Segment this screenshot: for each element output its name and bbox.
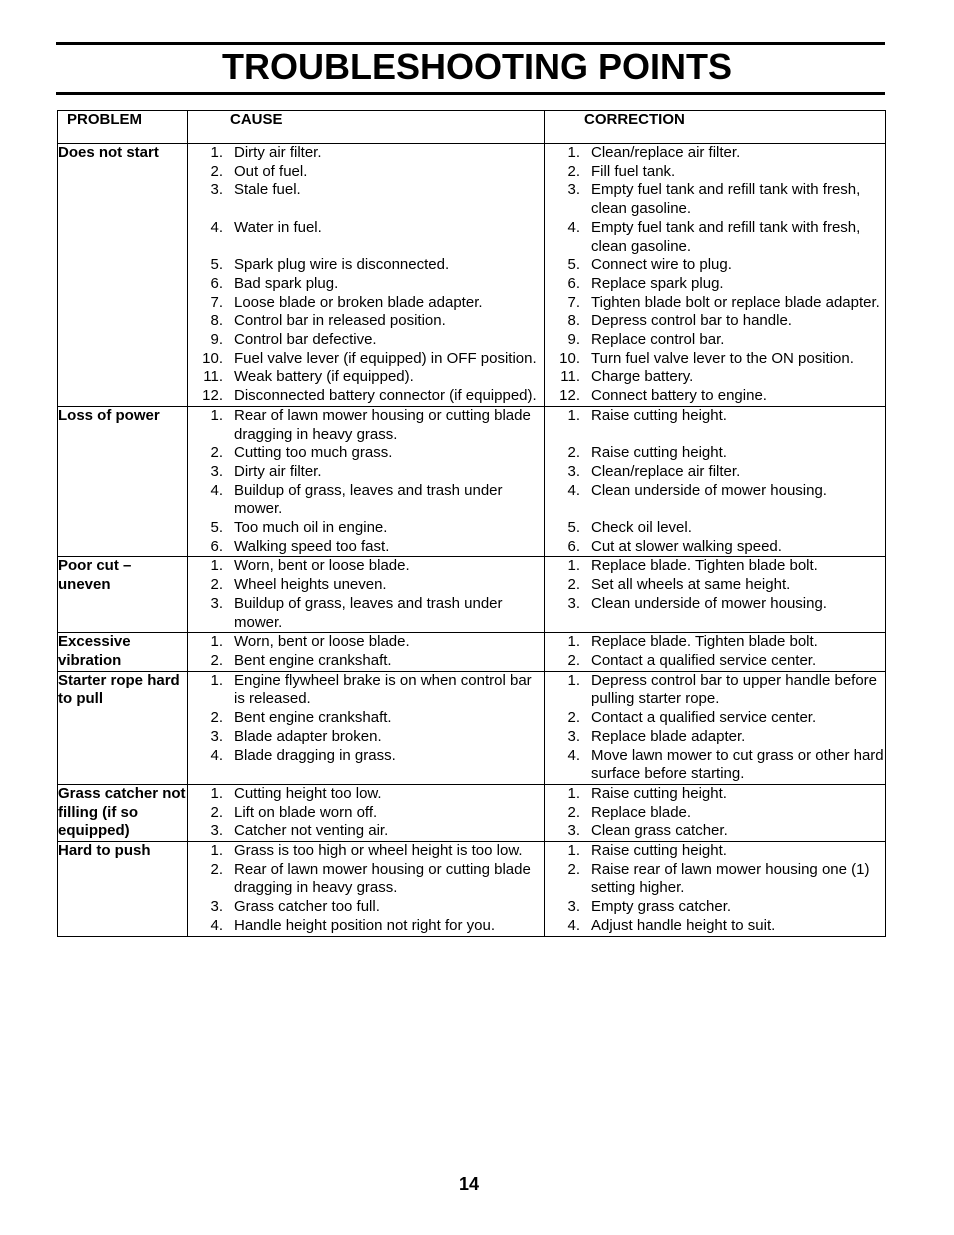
correction-item-number: 2. (567, 162, 580, 180)
correction-item (545, 538, 885, 557)
cause-item-number: 1. (210, 144, 223, 161)
cause-item-text: Bad spark plug. (234, 274, 339, 292)
table-row (58, 842, 886, 937)
cause-item (188, 842, 544, 861)
cause-cell (188, 557, 545, 633)
table-row (58, 784, 886, 841)
cause-item (188, 672, 544, 709)
correction-item-text: Raise cutting height. (591, 406, 727, 424)
cause-item-number: 3. (210, 594, 223, 612)
correction-item-number: 12. (559, 387, 580, 405)
cause-item-number: 2. (210, 651, 223, 669)
cause-item-text: Wheel heights uneven. (234, 576, 387, 594)
cause-item (188, 747, 544, 766)
correction-item (545, 163, 885, 182)
correction-item-number: 5. (567, 519, 580, 537)
cause-item-text: Grass is too high or wheel height is too low. (234, 842, 523, 860)
spacer (188, 200, 544, 219)
cause-cell (188, 671, 545, 784)
troubleshooting-table (57, 110, 886, 937)
cause-item-text: Engine flywheel brake is on when control bar is released. (234, 671, 532, 708)
cause-item-number: 4. (210, 916, 223, 934)
correction-item (545, 368, 885, 387)
correction-item-number: 3. (567, 898, 580, 916)
problem-cell: Excessive vibration (58, 633, 188, 671)
cause-item-number: 2. (210, 803, 223, 821)
correction-item-number: 6. (567, 274, 580, 292)
correction-item-number: 1. (567, 557, 580, 575)
cause-item (188, 368, 544, 387)
cause-item (188, 331, 544, 350)
cause-item-text: Control bar in released position. (234, 312, 446, 330)
correction-item (545, 804, 885, 823)
correction-item (545, 256, 885, 275)
cause-item-number: 1. (210, 671, 223, 689)
correction-item-number: 1. (567, 406, 580, 424)
cause-item-text: Dirty air filter. (234, 462, 322, 480)
cause-item-text: Grass catcher too full. (234, 898, 380, 916)
cause-item-number: 3. (210, 181, 223, 199)
correction-item-number: 4. (567, 481, 580, 499)
cause-item-text: Out of fuel. (234, 162, 308, 180)
problem-cell: Grass catcher not filling (if so equipped) (58, 784, 188, 841)
cause-item-number: 10. (202, 349, 223, 367)
correction-item-text: Clean underside of mower housing. (591, 481, 827, 499)
cause-item-text: Bent engine crankshaft. (234, 651, 392, 669)
correction-item (545, 387, 885, 406)
correction-item-text: Clean/replace air filter. (591, 144, 741, 161)
spacer (545, 500, 885, 519)
correction-item (545, 595, 885, 614)
cause-item-number: 2. (210, 709, 223, 727)
correction-item-text: Clean/replace air filter. (591, 462, 741, 480)
cause-item-number: 6. (210, 537, 223, 555)
correction-item (545, 312, 885, 331)
cause-item-number: 4. (210, 218, 223, 236)
correction-item-number: 3. (567, 727, 580, 745)
correction-item-number: 2. (567, 651, 580, 669)
correction-item-text: Turn fuel valve lever to the ON position. (591, 349, 854, 367)
cause-item-number: 4. (210, 746, 223, 764)
correction-item-number: 2. (567, 803, 580, 821)
correction-item-number: 3. (567, 594, 580, 612)
cause-item (188, 407, 544, 444)
correction-cell (545, 784, 886, 841)
correction-cell (545, 842, 886, 937)
spacer (188, 238, 544, 257)
page-number: 14 (458, 1174, 480, 1194)
correction-item (545, 822, 885, 841)
cause-item-text: Dirty air filter. (234, 144, 322, 161)
cause-item-number: 7. (210, 293, 223, 311)
cause-item (188, 861, 544, 898)
table-body (58, 144, 886, 937)
header-problem: PROBLEM (58, 111, 188, 144)
cause-cell (188, 633, 545, 671)
correction-item-text: Replace control bar. (591, 331, 725, 349)
correction-item (545, 219, 885, 256)
correction-item-text: Connect wire to plug. (591, 256, 732, 274)
correction-item (545, 709, 885, 728)
cause-item (188, 219, 544, 238)
page-title: TROUBLESHOOTING POINTS (221, 46, 732, 87)
correction-item (545, 407, 885, 426)
cause-item-text: Walking speed too fast. (234, 537, 390, 555)
problem-cell: Does not start (58, 144, 188, 407)
correction-item-text: Replace blade. (591, 803, 692, 821)
cause-item (188, 633, 544, 652)
cause-item-number: 3. (210, 822, 223, 840)
cause-item-text: Catcher not venting air. (234, 822, 389, 840)
cause-item (188, 785, 544, 804)
cause-item-text: Loose blade or broken blade adapter. (234, 293, 483, 311)
correction-item-number: 2. (567, 709, 580, 727)
correction-item-text: Adjust handle height to suit. (591, 916, 776, 934)
correction-item (545, 144, 885, 163)
correction-item (545, 652, 885, 671)
correction-item-text: Raise rear of lawn mower housing one (1) setting higher. (591, 860, 870, 897)
correction-item-number: 9. (567, 331, 580, 349)
cause-item (188, 312, 544, 331)
correction-item-text: Replace blade. Tighten blade bolt. (591, 557, 818, 575)
correction-item-text: Replace blade. Tighten blade bolt. (591, 633, 818, 651)
correction-item-text: Replace spark plug. (591, 274, 724, 292)
cause-item (188, 144, 544, 163)
correction-item (545, 672, 885, 709)
cause-item-number: 4. (210, 481, 223, 499)
correction-item-text: Replace blade adapter. (591, 727, 746, 745)
cause-item (188, 576, 544, 595)
correction-item-text: Contact a qualified service center. (591, 651, 817, 669)
cause-item (188, 387, 544, 406)
correction-item-text: Connect battery to engine. (591, 387, 767, 405)
problem-cell: Hard to push (58, 842, 188, 937)
cause-item (188, 898, 544, 917)
spacer (545, 426, 885, 445)
correction-cell (545, 557, 886, 633)
correction-item-number: 10. (559, 349, 580, 367)
cause-cell (188, 144, 545, 407)
cause-item-number: 1. (210, 557, 223, 575)
correction-item (545, 898, 885, 917)
correction-item-text: Check oil level. (591, 519, 692, 537)
correction-item-number: 2. (567, 576, 580, 594)
cause-item (188, 519, 544, 538)
problem-cell: Starter rope hard to pull (58, 671, 188, 784)
cause-item-number: 1. (210, 633, 223, 651)
cause-item (188, 181, 544, 200)
correction-item-number: 1. (567, 671, 580, 689)
cause-item-number: 8. (210, 312, 223, 330)
table-row (58, 406, 886, 557)
table-row (58, 633, 886, 671)
cause-item-text: Spark plug wire is disconnected. (234, 256, 450, 274)
cause-item-text: Worn, bent or loose blade. (234, 633, 410, 651)
correction-item-number: 4. (567, 218, 580, 236)
correction-item (545, 785, 885, 804)
cause-item-text: Fuel valve lever (if equipped) in OFF position. (234, 349, 537, 367)
cause-item-number: 1. (210, 784, 223, 802)
cause-item-number: 3. (210, 462, 223, 480)
cause-item-number: 2. (210, 860, 223, 878)
cause-item-text: Buildup of grass, leaves and trash under mower. (234, 594, 503, 631)
correction-item-number: 6. (567, 537, 580, 555)
correction-item (545, 557, 885, 576)
correction-item (545, 747, 885, 784)
cause-item (188, 482, 544, 519)
cause-item-number: 6. (210, 274, 223, 292)
correction-item-number: 4. (567, 746, 580, 764)
cause-item-text: Buildup of grass, leaves and trash under mower. (234, 481, 503, 518)
correction-item-number: 11. (560, 368, 580, 386)
correction-item-text: Raise cutting height. (591, 784, 727, 802)
cause-item-text: Weak battery (if equipped). (234, 368, 414, 386)
correction-item-number: 3. (567, 822, 580, 840)
cause-cell (188, 784, 545, 841)
cause-item-text: Rear of lawn mower housing or cutting blade dragging in heavy grass. (234, 406, 531, 443)
cause-item (188, 350, 544, 369)
correction-item-number: 1. (567, 842, 580, 860)
cause-item-number: 11. (203, 368, 223, 386)
cause-item-number: 2. (210, 576, 223, 594)
correction-item-number: 1. (567, 144, 580, 161)
cause-item (188, 652, 544, 671)
cause-item-number: 5. (210, 256, 223, 274)
cause-item-text: Too much oil in engine. (234, 519, 388, 537)
correction-item (545, 917, 885, 936)
correction-item-text: Empty fuel tank and refill tank with fresh, clean gasoline. (591, 218, 861, 255)
correction-cell (545, 671, 886, 784)
correction-item-number: 7. (567, 293, 580, 311)
correction-item-number: 3. (567, 462, 580, 480)
correction-item-number: 1. (567, 633, 580, 651)
correction-item (545, 275, 885, 294)
cause-item-text: Control bar defective. (234, 331, 377, 348)
correction-item (545, 350, 885, 369)
cause-item (188, 917, 544, 936)
cause-item-text: Stale fuel. (234, 181, 301, 199)
table-row (58, 144, 886, 407)
correction-item (545, 331, 885, 350)
cause-cell (188, 406, 545, 557)
correction-item-text: Charge battery. (591, 368, 694, 386)
table-header-row (58, 111, 886, 144)
cause-item-text: Water in fuel. (234, 218, 322, 236)
correction-item-text: Contact a qualified service center. (591, 709, 817, 727)
correction-item (545, 463, 885, 482)
cause-item (188, 275, 544, 294)
cause-item-number: 2. (210, 444, 223, 462)
cause-item-number: 1. (210, 842, 223, 860)
bottom-rule (56, 92, 885, 95)
correction-item-number: 1. (567, 784, 580, 802)
correction-item-text: Fill fuel tank. (591, 162, 676, 180)
problem-cell: Poor cut – uneven (58, 557, 188, 633)
correction-item-text: Depress control bar to handle. (591, 312, 792, 330)
cause-item-number: 1. (210, 406, 223, 424)
cause-item (188, 444, 544, 463)
cause-item-text: Bent engine crankshaft. (234, 709, 392, 727)
cause-item (188, 463, 544, 482)
cause-item-text: Rear of lawn mower housing or cutting blade dragging in heavy grass. (234, 860, 531, 897)
correction-item-text: Tighten blade bolt or replace blade adapter. (591, 293, 880, 311)
correction-item-number: 8. (567, 312, 580, 330)
correction-item (545, 728, 885, 747)
correction-item-number: 5. (567, 256, 580, 274)
cause-item-number: 3. (210, 898, 223, 916)
correction-item-text: Empty fuel tank and refill tank with fresh, clean gasoline. (591, 181, 861, 218)
cause-item (188, 256, 544, 275)
problem-cell: Loss of power (58, 406, 188, 557)
cause-item-text: Handle height position not right for you. (234, 916, 495, 934)
correction-item-number: 2. (567, 444, 580, 462)
correction-cell (545, 144, 886, 407)
correction-item (545, 294, 885, 313)
cause-item (188, 538, 544, 557)
table-row (58, 671, 886, 784)
cause-item (188, 595, 544, 632)
cause-item-text: Blade dragging in grass. (234, 746, 396, 764)
header-cause: CAUSE (188, 111, 545, 144)
correction-item (545, 519, 885, 538)
correction-item-text: Raise cutting height. (591, 444, 727, 462)
correction-item-text: Set all wheels at same height. (591, 576, 791, 594)
correction-item-number: 4. (567, 916, 580, 934)
cause-item-text: Disconnected battery connector (if equipped). (234, 387, 537, 405)
cause-item-text: Cutting too much grass. (234, 444, 393, 462)
cause-item-number: 3. (210, 727, 223, 745)
cause-item-text: Cutting height too low. (234, 784, 382, 802)
correction-item-text: Cut at slower walking speed. (591, 537, 782, 555)
correction-item (545, 444, 885, 463)
correction-item-text: Move lawn mower to cut grass or other hard surface before starting. (591, 746, 884, 783)
cause-item-text: Blade adapter broken. (234, 727, 382, 745)
correction-item-text: Depress control bar to upper handle before pulling starter rope. (591, 671, 878, 708)
cause-item-number: 9. (210, 331, 223, 348)
correction-item-text: Clean underside of mower housing. (591, 594, 827, 612)
cause-item (188, 163, 544, 182)
table-row (58, 557, 886, 633)
correction-item (545, 842, 885, 861)
cause-cell (188, 842, 545, 937)
cause-item-text: Worn, bent or loose blade. (234, 557, 410, 575)
correction-item-number: 2. (567, 860, 580, 878)
cause-item-number: 5. (210, 519, 223, 537)
correction-cell (545, 406, 886, 557)
cause-item-number: 12. (202, 387, 223, 405)
correction-item-number: 3. (567, 181, 580, 199)
correction-item (545, 633, 885, 652)
cause-item-number: 2. (210, 162, 223, 180)
cause-item (188, 804, 544, 823)
correction-item (545, 576, 885, 595)
cause-item (188, 728, 544, 747)
header-correction: CORRECTION (545, 111, 886, 144)
cause-item (188, 822, 544, 841)
cause-item-text: Lift on blade worn off. (234, 803, 378, 821)
correction-cell (545, 633, 886, 671)
correction-item (545, 861, 885, 898)
cause-item (188, 557, 544, 576)
correction-item-text: Clean grass catcher. (591, 822, 728, 840)
correction-item (545, 482, 885, 501)
correction-item-text: Raise cutting height. (591, 842, 727, 860)
correction-item (545, 181, 885, 218)
cause-item (188, 709, 544, 728)
cause-item (188, 294, 544, 313)
correction-item-text: Empty grass catcher. (591, 898, 732, 916)
